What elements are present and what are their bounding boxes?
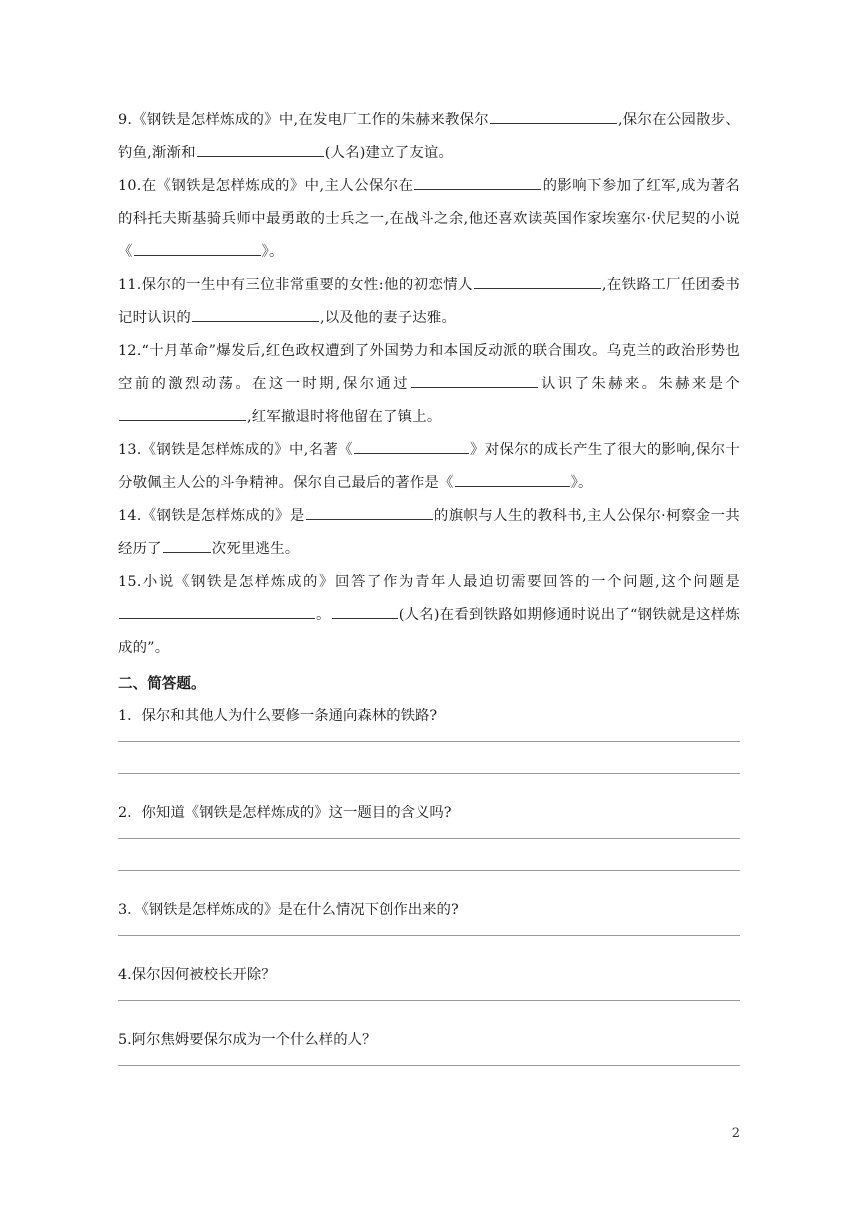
question-text: 保尔的一生中有三位非常重要的女性:他的初恋情人 [141, 277, 473, 293]
answer-blank[interactable] [414, 173, 541, 190]
answer-blank[interactable] [411, 371, 538, 388]
page-number: 2 [731, 1126, 740, 1141]
answer-blank[interactable] [474, 272, 601, 289]
question-text: 》对保尔的成长产生了很大的影响,保尔十分敬佩主人公的斗争精神。保尔自己最后的著作是《 [118, 442, 740, 491]
answer-blank[interactable] [163, 536, 211, 553]
short-answer-question-1: 1．保尔和其他人为什么要修一条通向森林的铁路? [118, 708, 438, 724]
question-text: 小说《钢铁是怎样炼成的》回答了作为青年人最迫切需要回答的一个问题,这个问题是 [141, 574, 740, 590]
question-text: 。 [316, 607, 331, 623]
question-number: 15. [118, 574, 142, 590]
question-text: 》。 [570, 475, 593, 491]
fill-question-9 [118, 104, 740, 170]
fill-question-12 [118, 335, 740, 434]
question-text: 的旗帜与人生的教科书,主人公保尔·柯察金一共经历了 [118, 508, 740, 557]
question-number: 10. [118, 178, 142, 194]
question-text: ,保尔在公园散步、钓鱼,渐渐和 [118, 112, 741, 161]
answer-blank[interactable] [354, 437, 469, 454]
short-answer-question-4: 4.保尔因何被校长开除？ [118, 967, 276, 983]
answer-blank[interactable] [119, 602, 315, 619]
question-text: (人名)建立了友谊。 [324, 145, 454, 161]
question-text: (人名)在看到铁路如期修通时说出了“钢铁就是这样炼成的”。 [118, 607, 740, 656]
question-text: ,以及他的妻子达雅。 [319, 310, 457, 326]
question-number: 14. [118, 508, 142, 524]
fill-question-14 [118, 500, 740, 566]
question-text: 次死里逃生。 [211, 541, 300, 557]
answer-blank[interactable] [192, 305, 319, 322]
question-number: 11. [118, 277, 142, 293]
fill-question-10 [118, 170, 740, 269]
answer-blank[interactable] [119, 404, 246, 421]
question-number: 9. [118, 112, 133, 128]
answer-blank[interactable] [332, 602, 398, 619]
fill-question-13 [118, 434, 740, 500]
answer-blank[interactable] [197, 140, 324, 157]
question-text: “十月革命”爆发后,红色政权遭到了外国势力和本国反动派的联合围攻。乌克兰的政治形势也空前的激烈动荡。在这一时期,保尔通过 [118, 343, 740, 392]
question-text: 《钢铁是怎样炼成的》中,在发电厂工作的朱赫来教保尔 [132, 112, 489, 128]
question-text: 在《钢铁是怎样炼成的》中,主人公保尔在 [141, 178, 414, 194]
short-answer-question-2: 2．你知道《钢铁是怎样炼成的》这一题目的含义吗? [118, 805, 452, 821]
answer-line[interactable] [118, 1065, 740, 1066]
section-title: 二、简答题。 [118, 675, 206, 692]
question-number: 12. [118, 343, 142, 359]
worksheet-page [118, 104, 740, 1066]
short-answer-question-3: 3．《钢铁是怎样炼成的》是在什么情况下创作出来的? [118, 902, 459, 918]
answer-blank[interactable] [490, 107, 617, 124]
question-text: ,在铁路工厂任团委书记时认识的 [118, 277, 741, 326]
question-text: 《钢铁是怎样炼成的》中,名著《 [141, 442, 353, 458]
question-text: ,红军撤退时将他留在了镇上。 [247, 409, 442, 425]
fill-question-11 [118, 269, 740, 335]
question-text: 》。 [261, 244, 284, 260]
short-answer-question-5: 5.阿尔焦姆要保尔成为一个什么样的人？ [118, 1032, 377, 1048]
answer-blank[interactable] [134, 239, 261, 256]
question-text: 认识了朱赫来。朱赫来是个 [538, 376, 740, 392]
question-number: 13. [118, 442, 142, 458]
question-text: 《钢铁是怎样炼成的》是 [141, 508, 305, 524]
fill-question-15 [118, 566, 740, 665]
question-text: 的影响下参加了红军,成为著名的科托夫斯基骑兵师中最勇敢的士兵之一,在战斗之余,他还喜欢读英国作家埃塞尔·伏尼契的小说《 [118, 178, 740, 260]
answer-blank[interactable] [455, 470, 570, 487]
answer-blank[interactable] [306, 503, 433, 520]
